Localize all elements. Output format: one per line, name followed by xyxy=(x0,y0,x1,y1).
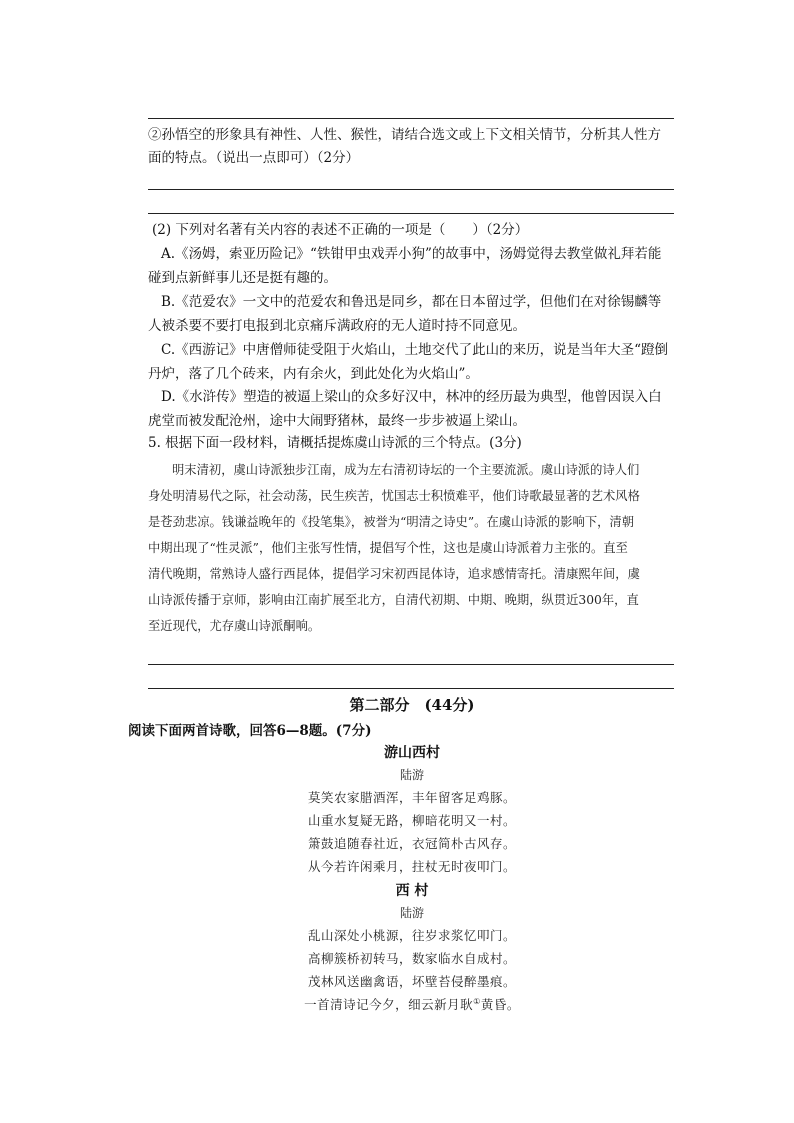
sub-question-2 xyxy=(148,124,678,170)
poem-2-last-line-b: 黄昏。 xyxy=(480,997,520,1012)
option-b-line2: 人被杀要不要打电报到北京痛斥满政府的无人道时持不同意见。 xyxy=(148,317,526,334)
material-line: 至近现代，尤存虞山诗派酮响。 xyxy=(148,619,321,633)
answer-line-2 xyxy=(148,213,674,214)
option-d-line1: D.《水浒传》塑造的被逼上梁山的众多好汉中，林冲的经历最为典型，他曾因误入白 xyxy=(161,389,662,405)
option-c-line1: C.《西游记》中唐僧师徒受阻于火焰山，土地交代了此山的来历，说是当年大圣“蹬倒 xyxy=(161,342,669,358)
option-a-line1: A.《汤姆，索亚历险记》“铁钳甲虫戏弄小狗”的故事中，汤姆觉得去教堂做礼拜若能 xyxy=(161,246,662,262)
material-line: 中期出现了“性灵派”，他们主张写性情，提倡写个性，这也是虞山诗派着力主张的。直至 xyxy=(148,541,628,555)
mc-question-stem: (2) 下列对名著有关内容的表述不正确的一项是（ ）（2分） xyxy=(152,222,529,238)
sub-question-2-line2: 面的特点。（说出一点即可）（2分） xyxy=(148,150,360,166)
option-c-line2: 丹炉，落了几个砖来，内有余火，到此处化为火焰山”。 xyxy=(148,365,479,382)
answer-line-top xyxy=(148,118,674,119)
sub-question-2-line1: ②孙悟空的形象具有神性、人性、猴性，请结合选文或上下文相关情节，分析其人性方 xyxy=(148,127,661,143)
answer-line-4 xyxy=(148,688,674,689)
answer-line-1 xyxy=(148,189,674,190)
part-2-title: 第二部分 (44分) xyxy=(349,696,475,714)
footnote-marker: ① xyxy=(473,996,481,1006)
poem-1-line: 山重水复疑无路，柳暗花明又一村。 xyxy=(307,813,516,828)
poem-2-line: 乱山深处小桃源，往岁求浆忆叩门。 xyxy=(307,928,516,943)
part-2-instruction: 阅读下面两首诗歌，回答6—8题。(7分) xyxy=(128,723,372,739)
option-b xyxy=(148,291,678,338)
poem-1-title: 游山西村 xyxy=(384,745,440,761)
poem-2-last-line-a: 一首清诗记今夕，细云新月耿 xyxy=(304,997,474,1012)
option-b-line1: B.《范爱农》一文中的范爱农和鲁迅是同乡，都在日本留过学，但他们在对徐锡麟等 xyxy=(161,294,662,310)
poem-2-line: 高柳簇桥初转马，数家临水自成村。 xyxy=(307,951,516,966)
material-line: 明末清初，虞山诗派独步江南，成为左右清初诗坛的一个主要流派。虞山诗派的诗人们 xyxy=(172,463,640,477)
poem-2-line: 茂林风送幽禽语，坏壁苔侵醉墨痕。 xyxy=(307,974,516,989)
option-a xyxy=(148,243,678,290)
poem-2-title: 西 村 xyxy=(395,883,429,899)
option-c xyxy=(148,339,678,386)
poem-1-line: 箫鼓追随春社近，衣冠简朴古风存。 xyxy=(307,836,516,851)
poem-2-last-line xyxy=(148,995,676,1013)
material-line: 清代晚期，常熟诗人盛行西昆体，提倡学习宋初西昆体诗，追求感情寄托。清康熙年间，虞 xyxy=(148,567,640,581)
poem-1-line: 莫笑农家腊酒浑，丰年留客足鸡豚。 xyxy=(307,790,516,805)
material-line: 身处明清易代之际，社会动荡，民生疾苦，忧国志士积愤难平，他们诗歌最显著的艺术风格 xyxy=(148,489,640,503)
poem-1-line: 从今若许闲乘月，拄杖无时夜叩门。 xyxy=(307,859,516,874)
option-d-line2: 虎堂而被发配沧州，途中大闹野猪林，最终一步步被逼上梁山。 xyxy=(148,412,526,429)
poem-2-author: 陆游 xyxy=(399,906,424,920)
poem-1-author: 陆游 xyxy=(399,768,424,782)
material-passage xyxy=(148,457,676,639)
answer-line-3 xyxy=(148,664,674,665)
option-a-line2: 碰到点新鲜事儿还是挺有趣的。 xyxy=(148,269,337,286)
option-d xyxy=(148,386,678,433)
material-line: 是苍劲悲凉。钱谦益晚年的《投笔集》，被誉为“明清之诗史”。在虞山诗派的影响下，清朝 xyxy=(148,515,635,529)
question-5-stem: 5. 根据下面一段材料，请概括提炼虞山诗派的三个特点。(3分) xyxy=(148,435,522,451)
material-line: 山诗派传播于京师，影响由江南扩展至北方，自清代初期、中期、晚期，纵贯近300年，直 xyxy=(148,593,639,607)
